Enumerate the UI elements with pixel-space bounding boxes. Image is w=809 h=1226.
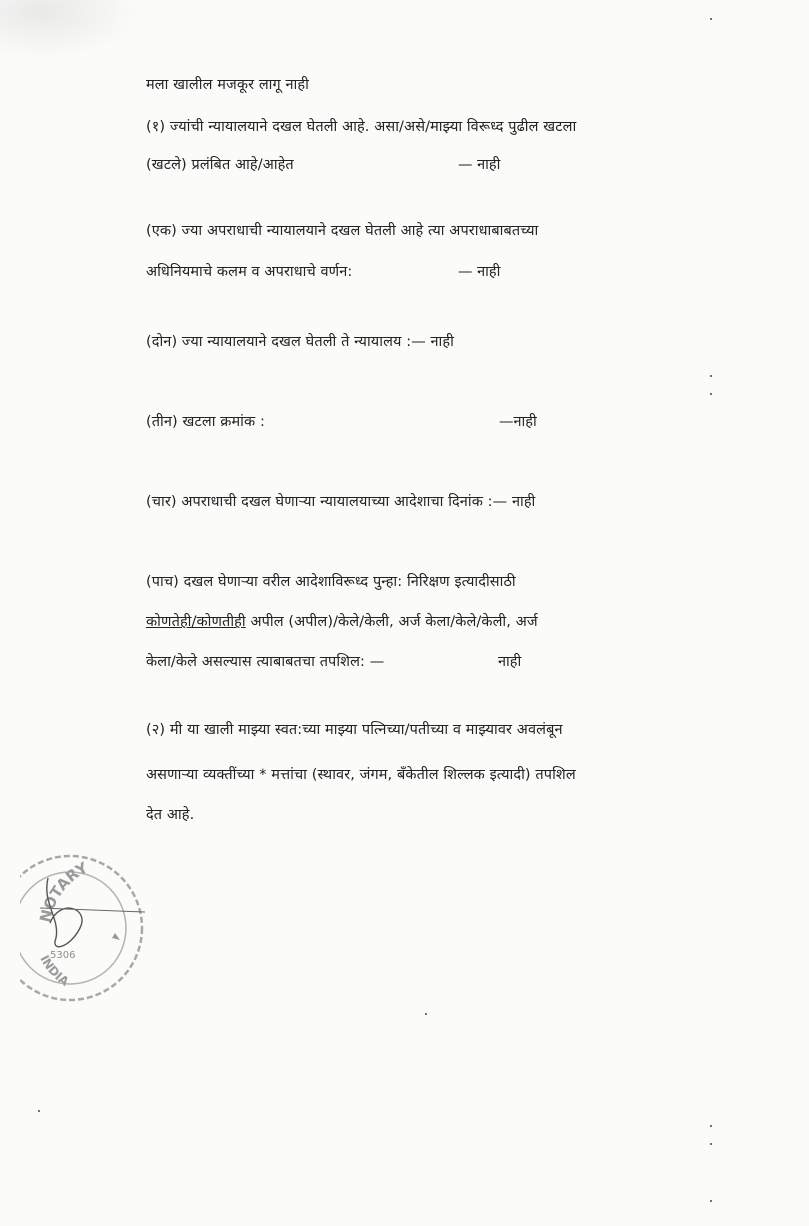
item-don-line: (दोन) ज्या न्यायालयाने दखल घेतली ते न्यायालय :— नाही [146, 334, 454, 350]
scan-smudge [0, 0, 140, 60]
scan-speck [710, 375, 712, 377]
item-char-line: (चार) अपराधाची दखल घेणाऱ्या न्यायालयाच्या आदेशाचा दिनांक :— नाही [146, 494, 536, 510]
item-pach-line-2 [146, 611, 538, 631]
scan-speck [38, 1110, 40, 1112]
item-pach-line-3: केला/केले असल्यास त्याबाबतचा तपशिल: — [146, 654, 385, 670]
section-2-line-1: (२) मी या खाली माझ्या स्वत:च्या माझ्या पत्निच्या/पतीच्या व माझ्यावर अवलंबून [146, 722, 563, 738]
section-2-line-2: असणाऱ्या व्यक्तींच्या * मत्तांचा (स्थावर, जंगम, बँकेतील शिल्लक इत्यादी) तपशिल [146, 767, 576, 783]
scan-speck [710, 393, 712, 395]
item-ek-line-2: अधिनियमाचे कलम व अपराधाचे वर्णन: [146, 264, 353, 280]
item-teen-value: —नाही [499, 414, 537, 430]
svg-text:NOTARY [36, 858, 92, 924]
item-pach-underlined-text: कोणतेही/कोणतीही [146, 614, 246, 630]
section-1-line-2: (खटले) प्रलंबित आहे/आहेत [146, 157, 294, 173]
seal-text-bottom: INDIA [37, 952, 72, 989]
notary-seal [20, 828, 150, 1018]
section-1-value: — नाही [458, 157, 501, 173]
item-pach-line-2-rest: अपील (अपील)/केले/केली, अर्ज केला/केले/केली, अर्ज [250, 614, 538, 630]
item-pach-value: नाही [498, 654, 522, 670]
item-pach-line-1: (पाच) दखल घेणाऱ्या वरील आदेशाविरूध्द पुन्हा: निरिक्षण इत्यादीसाठी [146, 574, 516, 590]
heading: मला खालील मजकूर लागू नाही [146, 77, 309, 93]
seal-star-icon [112, 933, 120, 940]
seal-number: 5306 [50, 950, 76, 961]
scan-speck [425, 1013, 427, 1015]
item-teen-label: (तीन) खटला क्रमांक : [146, 414, 265, 430]
section-1-line-1: (१) ज्यांची न्यायालयाने दखल घेतली आहे. असा/असे/माझ्या विरूध्द पुढील खटला [146, 119, 577, 135]
scan-speck [710, 1125, 712, 1127]
item-ek-value: — नाही [458, 264, 501, 280]
item-ek-line-1: (एक) ज्या अपराधाची न्यायालयाने दखल घेतली आहे त्या अपराधाबाबतच्या [146, 223, 539, 239]
seal-text-top: NOTARY [36, 858, 91, 924]
scan-speck [710, 1200, 712, 1202]
scan-speck [710, 1143, 712, 1145]
scan-speck [710, 18, 712, 20]
section-2-line-3: देत आहे. [146, 807, 195, 823]
